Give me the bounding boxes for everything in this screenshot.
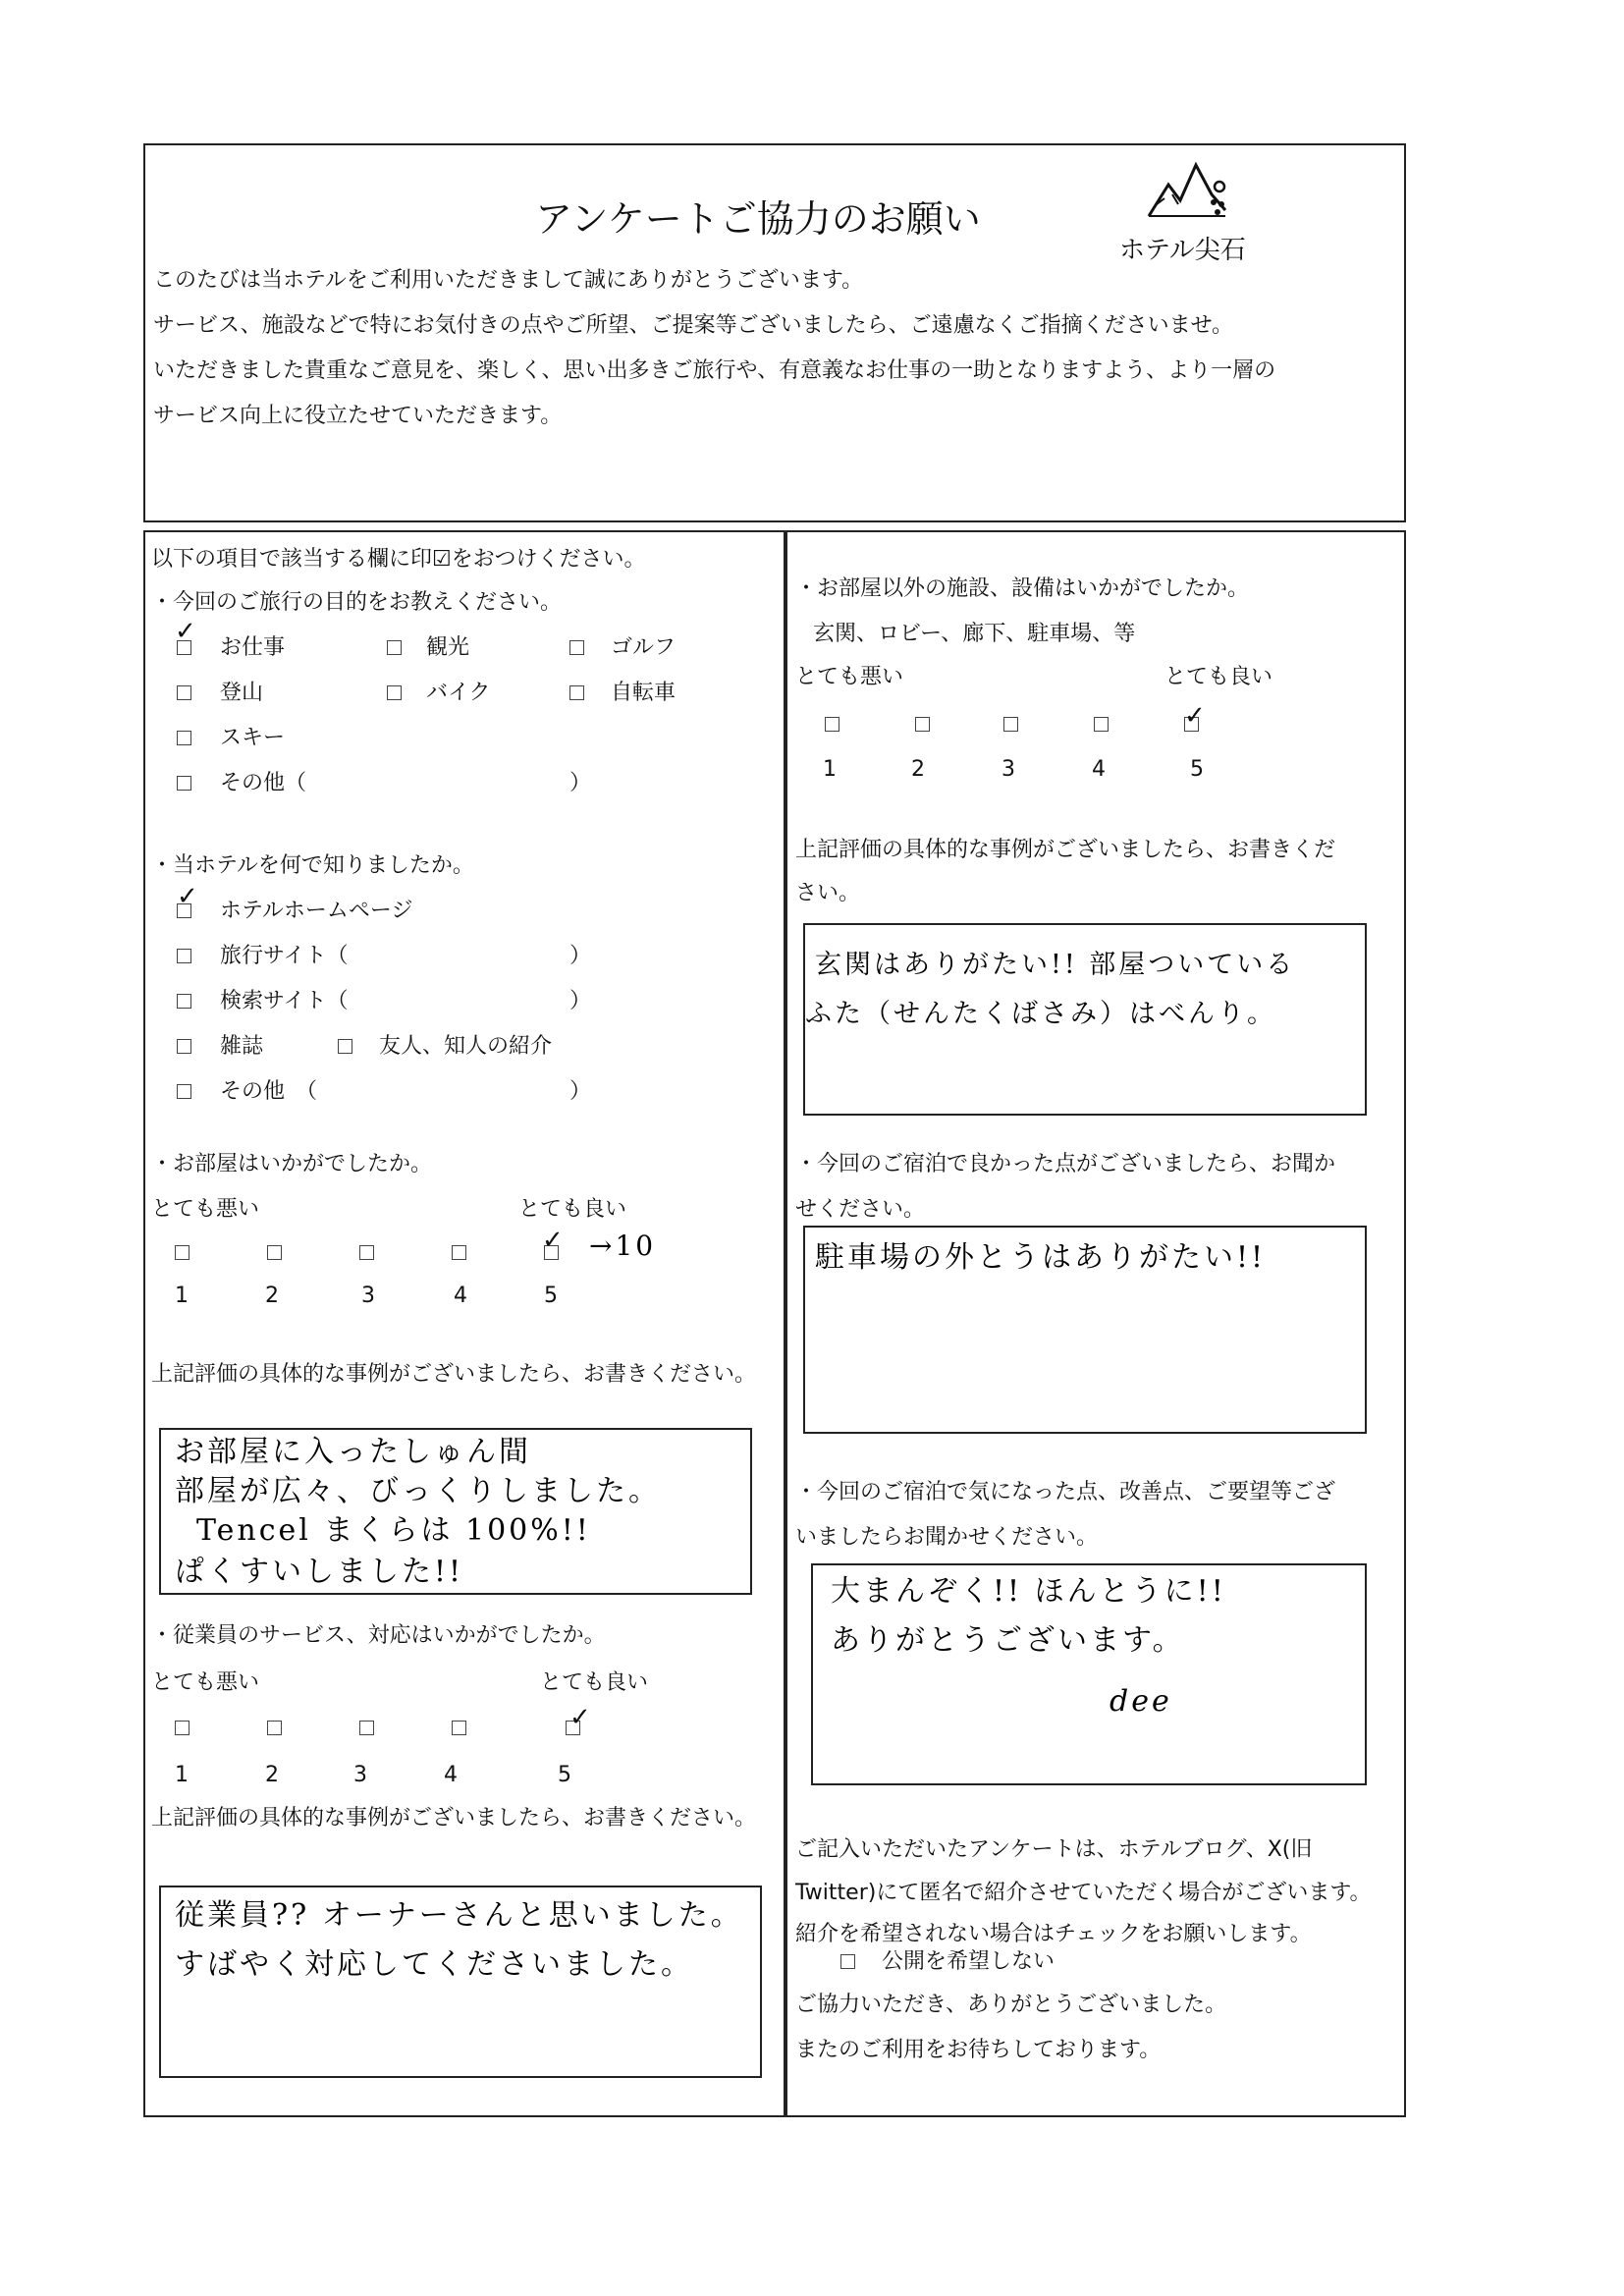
intro-line-2: サービス、施設などで特にお気付きの点やご所望、ご提案等ございましたら、ご遠慮なくご指摘くださいませ。 xyxy=(153,313,1234,338)
improvements-prompt-line-1: ・今回のご宿泊で気になった点、改善点、ご要望等ござ xyxy=(795,1480,1336,1504)
source-other-close: ） xyxy=(569,1079,592,1104)
facilities-prompt-line-1: 上記評価の具体的な事例がございましたら、お書きくだ xyxy=(795,838,1336,862)
source-question: ・当ホテルを何で知りましたか。 xyxy=(151,853,474,878)
purpose-bike-label: バイク xyxy=(426,681,491,705)
staff-rating-2-checkbox[interactable] xyxy=(267,1721,282,1735)
purpose-climbing-checkbox[interactable] xyxy=(177,685,191,700)
facilities-scale-2: 2 xyxy=(911,757,925,782)
room-rating-3-checkbox[interactable] xyxy=(359,1245,374,1260)
source-travel-site-close: ） xyxy=(569,944,592,968)
footer-closing: またのご利用をお待ちしております。 xyxy=(795,2038,1162,2062)
staff-prompt: 上記評価の具体的な事例がございましたら、お書きください。 xyxy=(151,1806,757,1831)
facilities-scale-5: 5 xyxy=(1190,757,1204,782)
room-question: ・お部屋はいかがでしたか。 xyxy=(151,1152,433,1176)
room-answer-line-2: 部屋が広々、びっくりしました。 xyxy=(175,1474,661,1508)
source-magazine-checkbox[interactable] xyxy=(177,1039,191,1054)
purpose-golf-label: ゴルフ xyxy=(611,635,677,660)
mountain-logo-icon xyxy=(1110,155,1267,234)
facilities-prompt-line-2: さい。 xyxy=(795,881,861,905)
room-answer-line-3: Tencel まくらは 100%!! xyxy=(196,1513,591,1548)
staff-rating-1-checkbox[interactable] xyxy=(175,1721,189,1735)
good-points-answer-line-1: 駐車場の外とうはありがたい!! xyxy=(815,1240,1267,1275)
room-high-label: とても良い xyxy=(518,1197,627,1222)
room-scale-2: 2 xyxy=(265,1284,279,1308)
hotel-logo xyxy=(1110,155,1267,273)
footer-line-1: ご記入いただいたアンケートは、ホテルブログ、X(旧 xyxy=(795,1837,1313,1862)
improvements-answer-line-1: 大まんぞく!! ほんとうに!! xyxy=(831,1574,1226,1609)
purpose-ski-label: スキー xyxy=(220,726,286,750)
source-friend-label: 友人、知人の紹介 xyxy=(379,1034,553,1059)
source-search-site-close: ） xyxy=(569,989,592,1013)
facilities-scale-3: 3 xyxy=(1001,757,1015,782)
source-search-site-label: 検索サイト（ xyxy=(220,989,349,1013)
purpose-bicycle-label: 自転車 xyxy=(611,681,677,705)
purpose-other-checkbox[interactable] xyxy=(177,776,191,791)
checkmark-icon: ✓ xyxy=(542,1226,564,1255)
staff-rating-4-checkbox[interactable] xyxy=(452,1721,466,1735)
room-extra-mark: →10 xyxy=(589,1230,657,1262)
staff-question: ・従業員のサービス、対応はいかがでしたか。 xyxy=(151,1623,606,1648)
logo-text: ホテル尖石 xyxy=(1119,236,1246,265)
facilities-low-label: とても悪い xyxy=(795,665,904,689)
facilities-high-label: とても良い xyxy=(1164,665,1273,689)
staff-scale-2: 2 xyxy=(265,1763,279,1787)
source-magazine-label: 雑誌 xyxy=(220,1034,264,1059)
room-scale-5: 5 xyxy=(544,1284,558,1308)
good-points-prompt-line-2: せください。 xyxy=(795,1197,926,1222)
purpose-question: ・今回のご旅行の目的をお教えください。 xyxy=(151,590,563,615)
purpose-work-label: お仕事 xyxy=(220,635,286,660)
facilities-rating-3-checkbox[interactable] xyxy=(1003,717,1018,732)
purpose-other-label: その他（ xyxy=(220,771,307,795)
footer-thanks: ご協力いただき、ありがとうございました。 xyxy=(795,1993,1227,2017)
source-other-label: その他 （ xyxy=(220,1079,318,1104)
source-other-checkbox[interactable] xyxy=(177,1084,191,1099)
checkmark-icon: ✓ xyxy=(1184,701,1206,731)
source-travel-site-checkbox[interactable] xyxy=(177,949,191,963)
room-scale-1: 1 xyxy=(175,1284,189,1308)
signature: dee xyxy=(1110,1684,1172,1719)
source-homepage-label: ホテルホームページ xyxy=(220,899,413,923)
source-search-site-checkbox[interactable] xyxy=(177,994,191,1009)
room-scale-3: 3 xyxy=(361,1284,375,1308)
footer-line-3: 紹介を希望されない場合はチェックをお願いします。 xyxy=(795,1922,1312,1946)
good-points-prompt-line-1: ・今回のご宿泊で良かった点がございましたら、お聞か xyxy=(795,1152,1336,1176)
improvements-answer-line-2: ありがとうございます。 xyxy=(831,1623,1185,1658)
staff-rating-3-checkbox[interactable] xyxy=(359,1721,374,1735)
purpose-sightseeing-checkbox[interactable] xyxy=(387,640,402,655)
facilities-scale-1: 1 xyxy=(823,757,837,782)
room-answer-line-4: ぱくすいしました!! xyxy=(175,1555,464,1589)
purpose-golf-checkbox[interactable] xyxy=(569,640,584,655)
purpose-other-close: ） xyxy=(569,771,592,795)
room-scale-4: 4 xyxy=(454,1284,467,1308)
footer-line-2: Twitter)にて匿名で紹介させていただく場合がございます。 xyxy=(795,1881,1372,1905)
purpose-bike-checkbox[interactable] xyxy=(387,685,402,700)
staff-low-label: とても悪い xyxy=(151,1670,260,1695)
facilities-rating-4-checkbox[interactable] xyxy=(1094,717,1109,732)
checkmark-icon: ✓ xyxy=(177,882,198,911)
room-low-label: とても悪い xyxy=(151,1197,260,1222)
staff-scale-1: 1 xyxy=(175,1763,189,1787)
staff-scale-3: 3 xyxy=(353,1763,367,1787)
opt-out-label: 公開を希望しない xyxy=(882,1949,1056,1974)
instruction-text: 以下の項目で該当する欄に印☑をおつけください。 xyxy=(151,547,646,572)
staff-scale-5: 5 xyxy=(558,1763,571,1787)
source-friend-checkbox[interactable] xyxy=(338,1039,352,1054)
facilities-scale-4: 4 xyxy=(1092,757,1106,782)
room-rating-2-checkbox[interactable] xyxy=(267,1245,282,1260)
purpose-climbing-label: 登山 xyxy=(220,681,264,705)
purpose-ski-checkbox[interactable] xyxy=(177,731,191,745)
facilities-rating-2-checkbox[interactable] xyxy=(915,717,930,732)
facilities-answer-line-2: ふた（せんたくばさみ）はべんり。 xyxy=(805,999,1276,1029)
staff-answer-line-1: 従業員?? オーナーさんと思いました。 xyxy=(175,1898,743,1933)
page-title: アンケートご協力のお願い xyxy=(535,197,981,241)
facilities-examples: 玄関、ロビー、廊下、駐車場、等 xyxy=(813,622,1136,646)
facilities-rating-1-checkbox[interactable] xyxy=(825,717,839,732)
room-prompt: 上記評価の具体的な事例がございましたら、お書きください。 xyxy=(151,1362,757,1387)
staff-high-label: とても良い xyxy=(540,1670,649,1695)
checkmark-icon: ✓ xyxy=(569,1703,591,1732)
room-rating-4-checkbox[interactable] xyxy=(452,1245,466,1260)
staff-scale-4: 4 xyxy=(444,1763,458,1787)
left-column-frame xyxy=(143,530,785,2117)
checkmark-icon: ✓ xyxy=(175,617,196,646)
source-travel-site-label: 旅行サイト（ xyxy=(220,944,349,968)
intro-line-4: サービス向上に役立たせていただきます。 xyxy=(153,404,563,428)
staff-answer-line-2: すばやく対応してくださいました。 xyxy=(175,1947,693,1982)
facilities-question: ・お部屋以外の施設、設備はいかがでしたか。 xyxy=(795,576,1250,601)
intro-line-3: いただきました貴重なご意見を、楽しく、思い出多きご旅行や、有意義なお仕事の一助となりますよう、より一層の xyxy=(153,358,1276,383)
facilities-answer-line-1: 玄関はありがたい!! 部屋ついている xyxy=(815,950,1296,980)
purpose-sightseeing-label: 観光 xyxy=(426,635,470,660)
improvements-prompt-line-2: いましたらお聞かせください。 xyxy=(795,1525,1099,1550)
room-rating-1-checkbox[interactable] xyxy=(175,1245,189,1260)
intro-line-1: このたびは当ホテルをご利用いただきまして誠にありがとうございます。 xyxy=(153,268,864,293)
purpose-bicycle-checkbox[interactable] xyxy=(569,685,584,700)
opt-out-checkbox[interactable] xyxy=(840,1954,855,1969)
room-answer-line-1: お部屋に入ったしゅん間 xyxy=(175,1435,531,1469)
